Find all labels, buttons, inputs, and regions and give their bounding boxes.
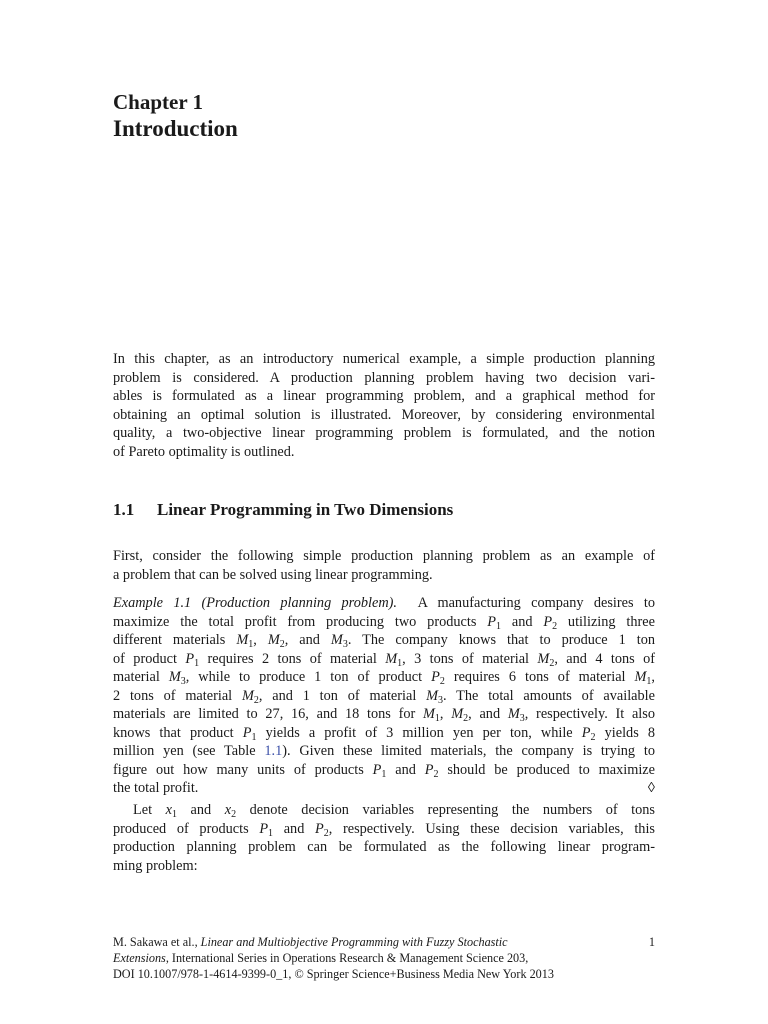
let-line: Let $x_1$ and $x_2$ denote decision variables representing the numbers of tons <box>133 802 655 820</box>
math-variable: M <box>422 706 435 722</box>
math-variable: P <box>185 650 195 667</box>
chapter-title: Introduction <box>113 116 238 141</box>
section-heading <box>113 500 453 520</box>
citation-authors: M. Sakawa et al., <box>113 935 201 949</box>
example-text: ). Given these limited materials, the company is trying to <box>282 743 655 759</box>
abstract-line: problem is considered. A production planning problem having two decision vari- <box>113 369 655 386</box>
table-reference-link[interactable]: 1.1 <box>264 743 283 759</box>
abstract-line: ables is formulated as a linear programming problem, and a graphical method for <box>113 388 655 404</box>
example-line <box>113 742 655 761</box>
page-footer <box>113 934 655 982</box>
example-line: material $M_3$, while to produce 1 ton of product $P_2$ requires 6 tons of material $M_1$, <box>113 669 655 687</box>
citation-line <box>113 950 655 966</box>
series-info: , International Series in Operations Research & Management Science 203, <box>165 951 529 965</box>
example-line: materials are limited to 27, 16, and 18 tons for $M_1$, $M_2$, and $M_3$, respectively. It also <box>113 706 655 724</box>
book-title: Linear and Multiobjective Programming with Fuzzy Stochastic <box>200 935 508 949</box>
example-line <box>113 594 655 613</box>
math-variable: P <box>259 820 269 837</box>
math-variable: M <box>168 669 181 685</box>
example-line: maximize the total profit from producing two products $P_1$ and $P_2$ utilizing three <box>113 613 656 632</box>
example-text: million yen (see Table <box>113 743 265 759</box>
math-variable: P <box>315 820 324 837</box>
math-variable: M <box>236 632 249 648</box>
example-line: different materials $M_1$, $M_2$, and $M_3$. The company knows that to produce 1 ton <box>113 632 655 650</box>
end-of-example-diamond-icon: ◊ <box>647 780 655 796</box>
example-line: of product $P_1$ requires 2 tons of material $M_1$, 3 tons of material $M_2$, and 4 tons of <box>113 650 656 669</box>
abstract-line: of Pareto optimality is outlined. <box>113 443 295 460</box>
math-variable: M <box>426 687 439 704</box>
example-line: figure out how many units of products $P_1$ and $P_2$ should be produced to maximize <box>113 761 655 780</box>
example-paragraph <box>113 594 655 798</box>
example-line: 2 tons of material $M_2$, and 1 ton of material $M_3$. The total amounts of available <box>113 687 655 706</box>
book-title: Extensions <box>113 951 166 965</box>
example-text: A manufacturing company desires to <box>417 595 655 611</box>
math-variable: M <box>537 650 550 667</box>
math-variable: P <box>242 724 252 741</box>
intro-line: First, consider the following simple production planning problem as an example of <box>113 548 655 564</box>
example-line <box>113 779 655 798</box>
abstract-line: quality, a two-objective linear programming problem is formulated, and the notion <box>113 425 655 441</box>
section-number: 1.1 <box>113 500 135 519</box>
math-variable: P <box>372 761 382 778</box>
math-variable: x <box>224 802 232 818</box>
math-variable: M <box>507 706 520 722</box>
math-variable: M <box>241 687 254 704</box>
example-line: knows that product $P_1$ yields a profit of 3 million yen per ton, while $P_2$ yields 8 <box>113 724 656 743</box>
math-variable: P <box>424 761 434 778</box>
let-line: ming problem: <box>113 857 198 874</box>
math-variable: P <box>431 669 440 685</box>
chapter-label: Chapter 1 <box>113 90 204 114</box>
chapter-abstract <box>113 350 655 461</box>
math-variable: M <box>330 632 343 648</box>
citation-line <box>113 934 655 950</box>
let-paragraph <box>113 801 655 875</box>
math-variable: M <box>451 706 464 722</box>
let-line: production planning problem can be formulated as the following linear program- <box>113 839 655 855</box>
page-number: 1 <box>648 935 655 949</box>
math-variable: P <box>487 613 496 630</box>
abstract-line: obtaining an optimal solution is illustrated. Moreover, by considering environmental <box>113 406 655 423</box>
example-label: Example 1.1 (Production planning problem). <box>113 595 397 611</box>
abstract-line: In this chapter, as an introductory numerical example, a simple production planning <box>113 351 655 367</box>
let-line: produced of products $P_1$ and $P_2$, respectively. Using these decision variables, this <box>113 820 655 839</box>
math-variable: P <box>543 613 553 630</box>
intro-paragraph <box>113 547 655 584</box>
example-text: the total profit. <box>113 780 199 796</box>
math-variable: P <box>581 724 591 741</box>
intro-line: a problem that can be solved using linear programming. <box>113 566 433 583</box>
math-variable: M <box>634 669 647 685</box>
citation-doi: DOI 10.1007/978-1-4614-9399-0_1, © Springer Science+Business Media New York 2013 <box>113 967 554 981</box>
math-variable: x <box>165 802 172 818</box>
section-title: Linear Programming in Two Dimensions <box>157 500 454 519</box>
math-variable: M <box>385 650 398 667</box>
math-variable: M <box>267 632 280 648</box>
